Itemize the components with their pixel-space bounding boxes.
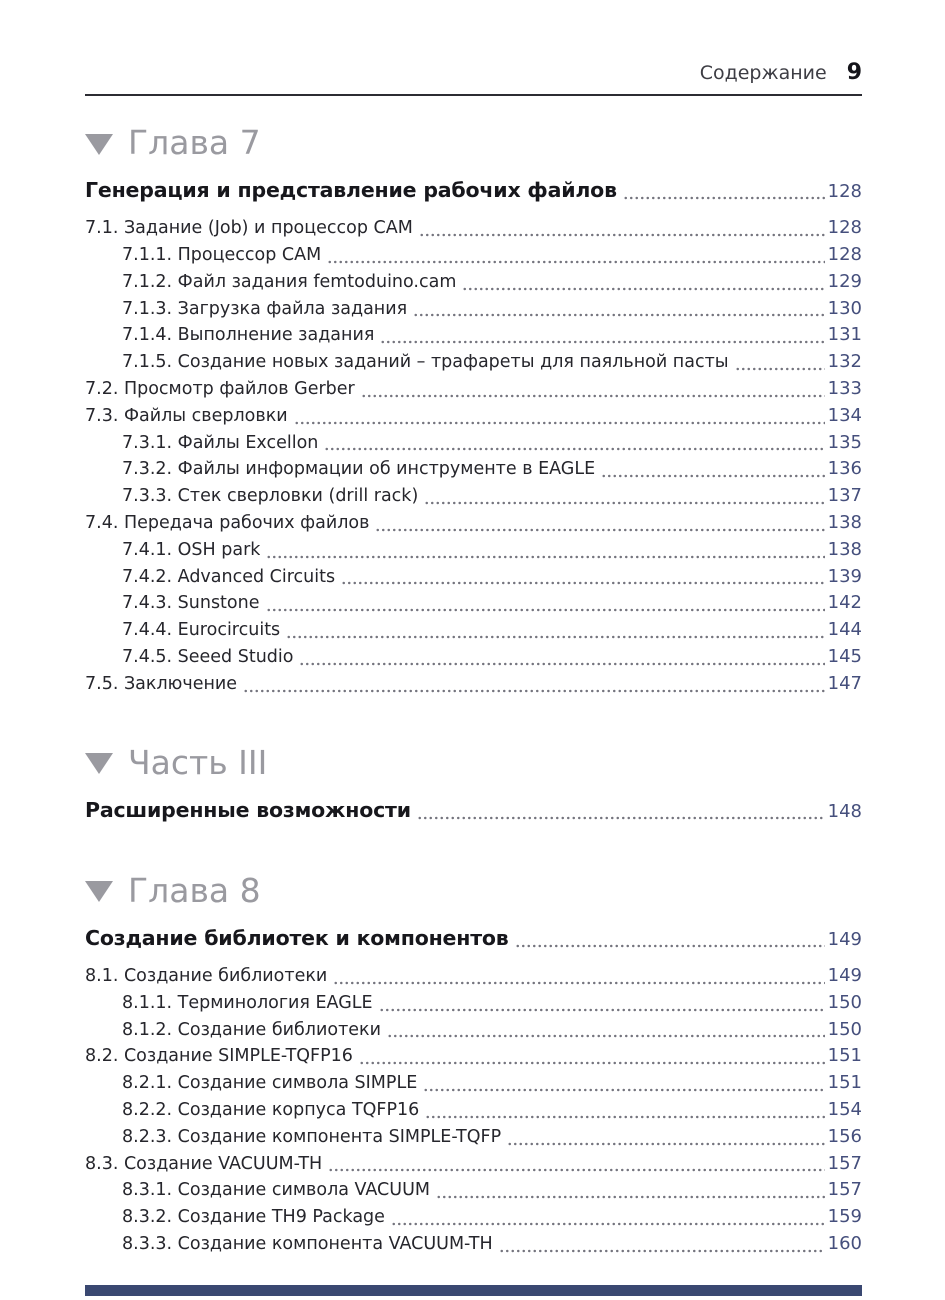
toc-entry-label: 7.3.3. Стек сверловки (drill rack) [122,486,419,507]
toc-title-row [85,924,862,954]
chapter-section [85,122,862,698]
toc-entry [85,349,862,376]
toc-entry-label: 7.1.4. Выполнение задания [122,325,375,346]
toc-entry [85,1043,862,1070]
toc-entry-label: 8.2.1. Создание символа SIMPLE [122,1073,418,1094]
dot-leader [266,555,824,559]
toc-entry [85,296,862,323]
page-number: 159 [827,1206,862,1228]
page-number: 157 [827,1152,862,1174]
dot-leader [375,528,824,532]
toc-entry-label: 7.1. Задание (Job) и процессор CAM [85,218,413,239]
section-heading [85,870,862,911]
page-number: 135 [827,431,862,453]
toc-entry [85,1231,862,1258]
toc-entry-label: 7.3. Файлы сверловки [85,405,288,426]
toc-title-row-label: Создание библиотек и компонентов [85,926,509,951]
toc-entry-label: 8.2.3. Создание компонента SIMPLE-TQFP [122,1126,502,1147]
toc-entry [85,1097,862,1124]
dot-leader [515,944,825,948]
toc-entry [85,376,862,403]
chapter-section [85,870,862,1258]
footer-bar [85,1285,862,1296]
toc-entry-label: 8.2. Создание SIMPLE-TQFP16 [85,1046,353,1067]
dot-leader [341,581,825,585]
toc-entry-label: 7.5. Заключение [85,673,238,694]
dot-leader [499,1249,825,1253]
toc-entry-label: 8.2.2. Создание корпуса TQFP16 [122,1100,420,1121]
toc-entry [85,215,862,242]
toc-entry-label: 7.4.5. Seeed Studio [122,647,294,667]
page-number: 149 [827,929,862,951]
dot-leader [507,1142,825,1146]
toc-sections [85,122,862,1258]
toc-entry-label: 7.4.3. Sunstone [122,593,260,614]
dot-leader [391,1222,825,1226]
page-number: 144 [827,619,862,641]
toc-entry-label: 7.1.3. Загрузка файла задания [122,298,408,319]
toc-entry-label: 8.3.3. Создание компонента VACUUM-TH [122,1234,493,1255]
triangle-marker-icon [85,753,113,774]
toc-entry-label: 7.2. Просмотр файлов Gerber [85,379,355,400]
page-number: 150 [827,991,862,1013]
page-number: 156 [827,1125,862,1147]
page-number: 137 [827,485,862,507]
page-number: 154 [827,1099,862,1121]
dot-leader [333,981,824,985]
dot-leader [436,1195,825,1199]
toc-title-row-label: Расширенные возможности [85,797,411,822]
section-heading [85,742,862,783]
toc-entry [85,456,862,483]
dot-leader [735,367,825,371]
toc-entry [85,269,862,296]
toc-entry [85,322,862,349]
section-heading-label: Часть III [128,742,268,782]
toc-entry-label: 7.1.1. Процессор CAM [122,245,322,266]
toc-entry [85,1070,862,1097]
toc-entry [85,963,862,990]
dot-leader [413,313,824,317]
page-number: 148 [827,800,862,822]
toc-entry-label: 7.1.5. Создание новых заданий – трафареты для паяльной пасты [122,352,729,373]
page-number: 129 [827,270,862,292]
toc-entry [85,617,862,644]
dot-leader [417,816,825,820]
section-heading [85,122,862,163]
page-number: 128 [827,244,862,266]
toc-entry-label: 7.3.2. Файлы информации об инструменте в EAGLE [122,459,596,480]
dot-leader [359,1061,825,1065]
toc-entry-label: 7.4.2. Advanced Circuits [122,566,336,587]
toc-entry [85,1151,862,1178]
running-head: Содержание [699,62,827,84]
dot-leader [424,501,824,505]
toc-entry-label: 8.3.2. Создание TH9 Package [122,1207,385,1228]
toc-title-row [85,796,862,826]
toc-entry [85,537,862,564]
dot-leader [361,394,825,398]
toc-entry [85,671,862,698]
toc-entry-label: 8.1.2. Создание библиотеки [122,1019,381,1040]
toc-entry [85,1204,862,1231]
dot-leader [623,196,825,200]
dot-leader [387,1034,825,1038]
toc-entry-label: 7.4.1. OSH park [122,539,261,560]
section-heading-label: Глава 8 [128,870,261,910]
dot-leader [266,608,825,612]
toc-title-row [85,176,862,206]
page-number: 128 [827,217,862,239]
page-number: 131 [827,324,862,346]
page-number: 145 [827,646,862,667]
toc-entry [85,1177,862,1204]
dot-leader [423,1088,824,1092]
page-number: 149 [827,965,862,987]
dot-leader [299,662,824,666]
toc-entry-list [85,963,862,1258]
page-number: 133 [827,378,862,400]
dot-leader [286,635,824,639]
toc-entry-label: 8.1. Создание библиотеки [85,966,328,987]
dot-leader [324,447,824,451]
header-rule [85,94,862,96]
dot-leader [462,287,824,291]
toc-entry-label: 7.4. Передача рабочих файлов [85,513,370,534]
page-number: 138 [827,512,862,534]
page-number: 132 [827,351,862,373]
toc-entry-label: 7.1.2. Файл задания femtoduino.cam [122,271,457,292]
toc-entry [85,644,862,671]
toc-entry-label: 7.4.4. Eurocircuits [122,620,281,641]
dot-leader [601,474,824,478]
triangle-marker-icon [85,881,113,902]
part-section [85,742,862,826]
dot-leader [327,260,824,264]
page-number: 147 [827,672,862,694]
page-number: 160 [827,1233,862,1255]
page-number: 139 [827,565,862,587]
toc-entry-list [85,215,862,697]
dot-leader [243,689,825,693]
toc-entry [85,590,862,617]
page-number: 128 [827,181,862,203]
triangle-marker-icon [85,134,113,155]
page-number: 136 [827,458,862,480]
dot-leader [379,1008,825,1012]
page-number: 151 [827,1072,862,1094]
toc-entry [85,510,862,537]
toc-entry [85,1124,862,1151]
toc-entry [85,242,862,269]
dot-leader [294,421,825,425]
dot-leader [425,1115,824,1119]
page-number: 130 [827,297,862,319]
toc-entry-label: 8.3.1. Создание символа VACUUM [122,1180,430,1201]
toc-entry [85,430,862,457]
folio-page-number: 9 [846,60,862,85]
section-heading-label: Глава 7 [128,123,261,162]
toc-entry [85,1017,862,1044]
dot-leader [419,233,825,237]
toc-entry-label: 8.3. Создание VACUUM-TH [85,1153,323,1174]
toc-entry [85,564,862,591]
toc-entry [85,483,862,510]
toc-entry-label: 7.3.1. Файлы Excellon [122,432,319,453]
page-number: 138 [827,538,862,560]
page-number: 150 [827,1018,862,1040]
toc-title-row-label: Генерация и представление рабочих файлов [85,178,617,203]
page-number: 134 [827,404,862,426]
page-number: 151 [827,1045,862,1067]
page-number: 142 [827,592,862,614]
page-number: 157 [827,1179,862,1201]
page-header [85,0,862,85]
toc-entry [85,990,862,1017]
dot-leader [328,1168,824,1172]
toc-entry [85,403,862,430]
toc-entry-label: 8.1.1. Терминология EAGLE [122,992,373,1013]
dot-leader [380,340,824,344]
